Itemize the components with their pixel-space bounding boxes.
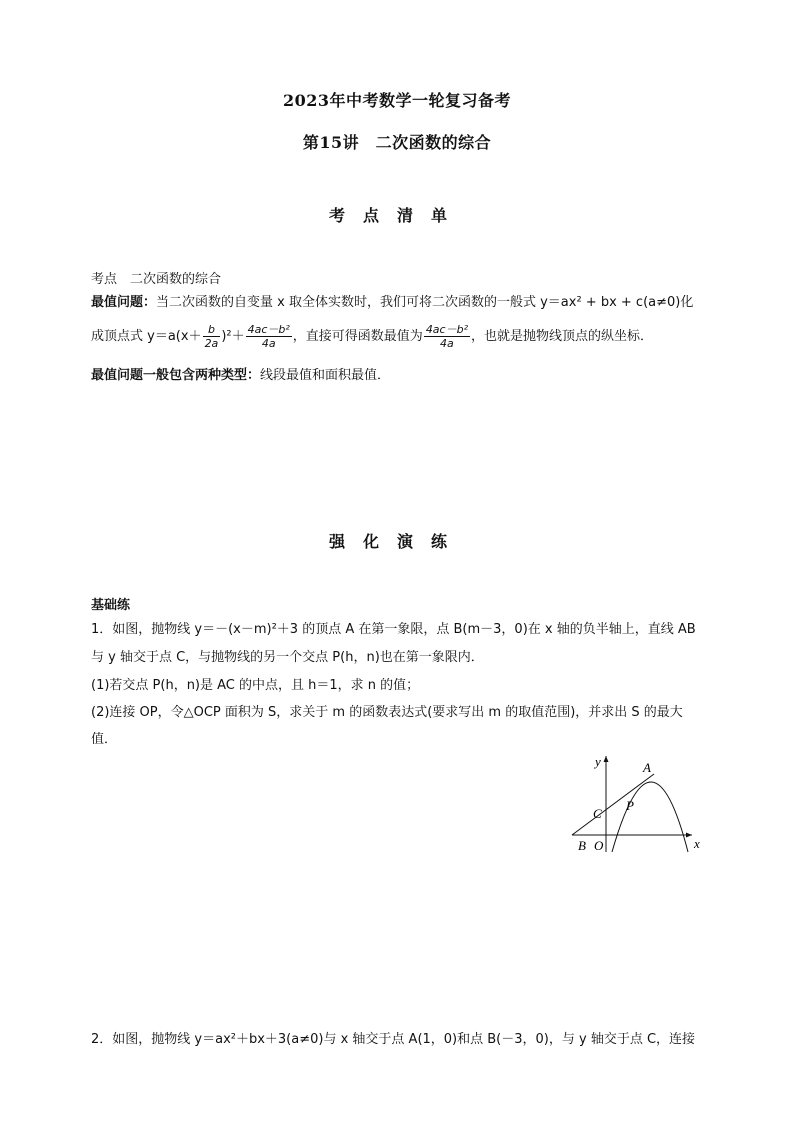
max-value-paragraph-line1 [91,293,711,313]
types-paragraph [91,366,711,386]
section-title-practice: 强化演练 [328,532,465,551]
lecture-title: 第15讲 二次函数的综合 [302,133,492,152]
fraction-numerator: b [203,323,221,337]
section-title-checklist: 考点清单 [328,206,465,225]
label-o: O [594,838,604,853]
fraction-denominator: 4a [440,337,454,350]
fraction-b-over-2a [203,323,221,350]
label-y: y [595,754,601,769]
label-b: B [578,838,586,853]
fraction-extreme-value [424,323,470,350]
extreme-value-text: ，直接可得函数最值为 [292,329,423,344]
types-label: 最值问题一般包含两种类型： [91,368,261,383]
question1-line2: 与 y 轴交于点 C，与抛物线的另一个交点 P(h，n)也在第一象限内． [91,650,484,665]
y-axis-arrow [604,756,609,762]
max-value-label: 最值问题： [91,295,157,310]
fraction-numerator: 4ac－b² [247,323,290,336]
label-x: x [694,836,700,851]
label-c: C [593,806,602,821]
line-ab [572,774,654,835]
parabola-curve [612,782,688,852]
question1-part2-line2: 值． [91,732,118,747]
max-value-paragraph-line2 [91,322,711,352]
types-text: 线段最值和面积最值． [260,368,391,383]
question1-part2-line1: (2)连接 OP，令△OCP 面积为 S，求关于 m 的函数表达式(要求写出 m 的取值范围)，并求出 S 的最大 [91,705,683,720]
document-title: 2023年中考数学一轮复习备考 [282,91,512,110]
fraction-denominator: 2a [204,337,219,350]
label-p: P [626,798,634,813]
basic-practice-heading: 基础练 [91,598,131,613]
label-a: A [643,760,651,775]
question1-part1: (1)若交点 P(h，n)是 AC 的中点，且 h＝1，求 n 的值； [91,678,420,693]
fraction-vertex-y [246,323,292,350]
parabola-figure [568,752,708,858]
vertex-form-mid: )²＋ [221,329,245,344]
question1-line1: 1．如图，抛物线 y＝－(x－m)²＋3 的顶点 A 在第一象限，点 B(m－3，0)在 x 轴的负半轴上，直线 AB [91,622,696,637]
fraction-numerator: 4ac－b² [425,323,468,336]
fraction-denominator: 4a [261,337,276,350]
vertex-ordinate-text: ，也就是抛物线顶点的纵坐标． [471,329,654,344]
x-axis-arrow [686,833,692,838]
point-heading: 考点 二次函数的综合 [91,272,222,287]
vertex-form-prefix: 成顶点式 y＝a(x＋ [91,329,202,344]
question2-line1: 2．如图，抛物线 y＝ax²＋bx＋3(a≠0)与 x 轴交于点 A(1，0)和点 B(－3，0)，与 y 轴交于点 C，连接 [91,1032,696,1047]
max-value-text: 当二次函数的自变量 x 取全体实数时，我们可将二次函数的一般式 y＝ax² + bx + c(a≠0)化 [156,295,694,310]
